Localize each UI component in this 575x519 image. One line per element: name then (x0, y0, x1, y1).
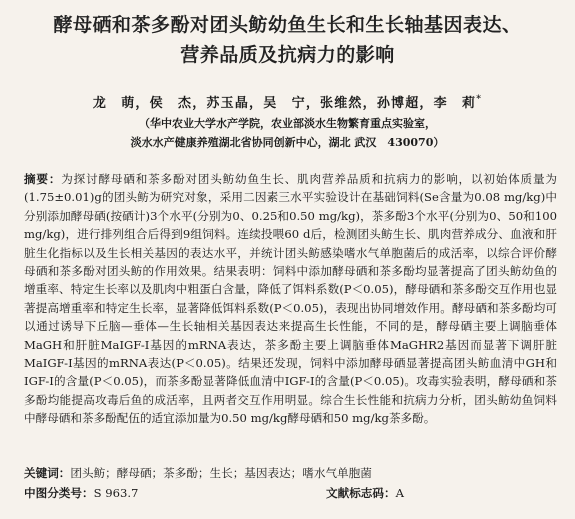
corresponding-author-marker: * (476, 94, 483, 105)
classification-value: S 963.7 (93, 486, 139, 500)
author-names: 龙 萌，侯 杰，苏玉晶，吴 宁，张维然，孙博超，李 莉 (92, 96, 477, 111)
document-code (326, 484, 404, 502)
classification-label: 中图分类号： (24, 486, 94, 500)
keywords-text: 团头鲂；酵母硒；茶多酚；生长；基因表达；嗜水气单胞菌 (70, 466, 372, 480)
affiliation-line-1: （华中农业大学水产学院，农业部淡水生物繁育重点实验室， (139, 117, 436, 130)
classification-row (24, 484, 557, 502)
paper-title-line-2: 营养品质及抗病力的影响 (180, 44, 395, 66)
keywords (24, 464, 557, 482)
document-code-value: A (395, 486, 404, 500)
keywords-label: 关键词： (24, 466, 71, 480)
abstract-text: 为探讨酵母硒和茶多酚对团头鲂幼鱼生长、肌肉营养品质和抗病力的影响，以初始体质量为(1.75±0.01)g的团头鲂为研究对象，采用二因素三水平实验设计在基础饲料(Se含量为0.08 mg/kg)中分别添加酵母硒(按硒计)3个水平(分别为0、0.25和0.50 mg/kg)，茶多酚3个水平(分别为0、50和100 mg/kg)，进行排列组合后得到9组饲料。连续投喂60 d后，检测团头鲂生长、肌肉营养成分、血液和肝脏生化指标以及生长相关基因的表达水平，并统计团头鲂感染嗜水气单胞菌后的成活率，以综合评价酵母硒和茶多酚对团头鲂的作用效果。结果表明：饲料中添加酵母硒和茶多酚均显著提高了团头鲂幼鱼的增重率、特定生长率以及肌肉中粗蛋白含量，降低了饵料系数(P＜0.05)，酵母硒和茶多酚交互作用也显著提高增重率和特定生长率，显著降低饵料系数(P＜0.05)，表现出协同增效作用。酵母硒和茶多酚均可以通过诱导下丘脑—垂体—生长轴相关基因表达来提高生长性能，不同的是，酵母硒主要上调脑垂体MaGH和肝脏MaIGF-I基因的mRNA表达，茶多酚主要上调脑垂体MaGHR2基因而显著下调肝脏MaIGF-I基因的mRNA表达(P＜0.05)。结果还发现，饲料中添加酵母硒显著提高团头鲂血清中GH和IGF-I的含量(P＜0.05)，而茶多酚显著降低血清中IGF-I的含量(P＜0.05)。攻毒实验表明，酵母硒和茶多酚均能提高攻毒后鱼的成活率，且两者交互作用明显。综合生长性能和抗病力分析，团头鲂幼鱼饲料中酵母硒和茶多酚配伍的适宜添加量为0.50 mg/kg酵母硒和50 mg/kg茶多酚。 (24, 172, 557, 426)
author-list (0, 92, 575, 111)
document-code-label: 文献标志码： (326, 486, 396, 500)
affiliation-line-2: 淡水水产健康养殖湖北省协同创新中心，湖北 武汉 430070） (130, 136, 445, 149)
abstract-label: 摘要： (24, 172, 62, 186)
abstract (24, 170, 557, 428)
paper-title-line-1: 酵母硒和茶多酚对团头鲂幼鱼生长和生长轴基因表达、 (53, 14, 522, 36)
